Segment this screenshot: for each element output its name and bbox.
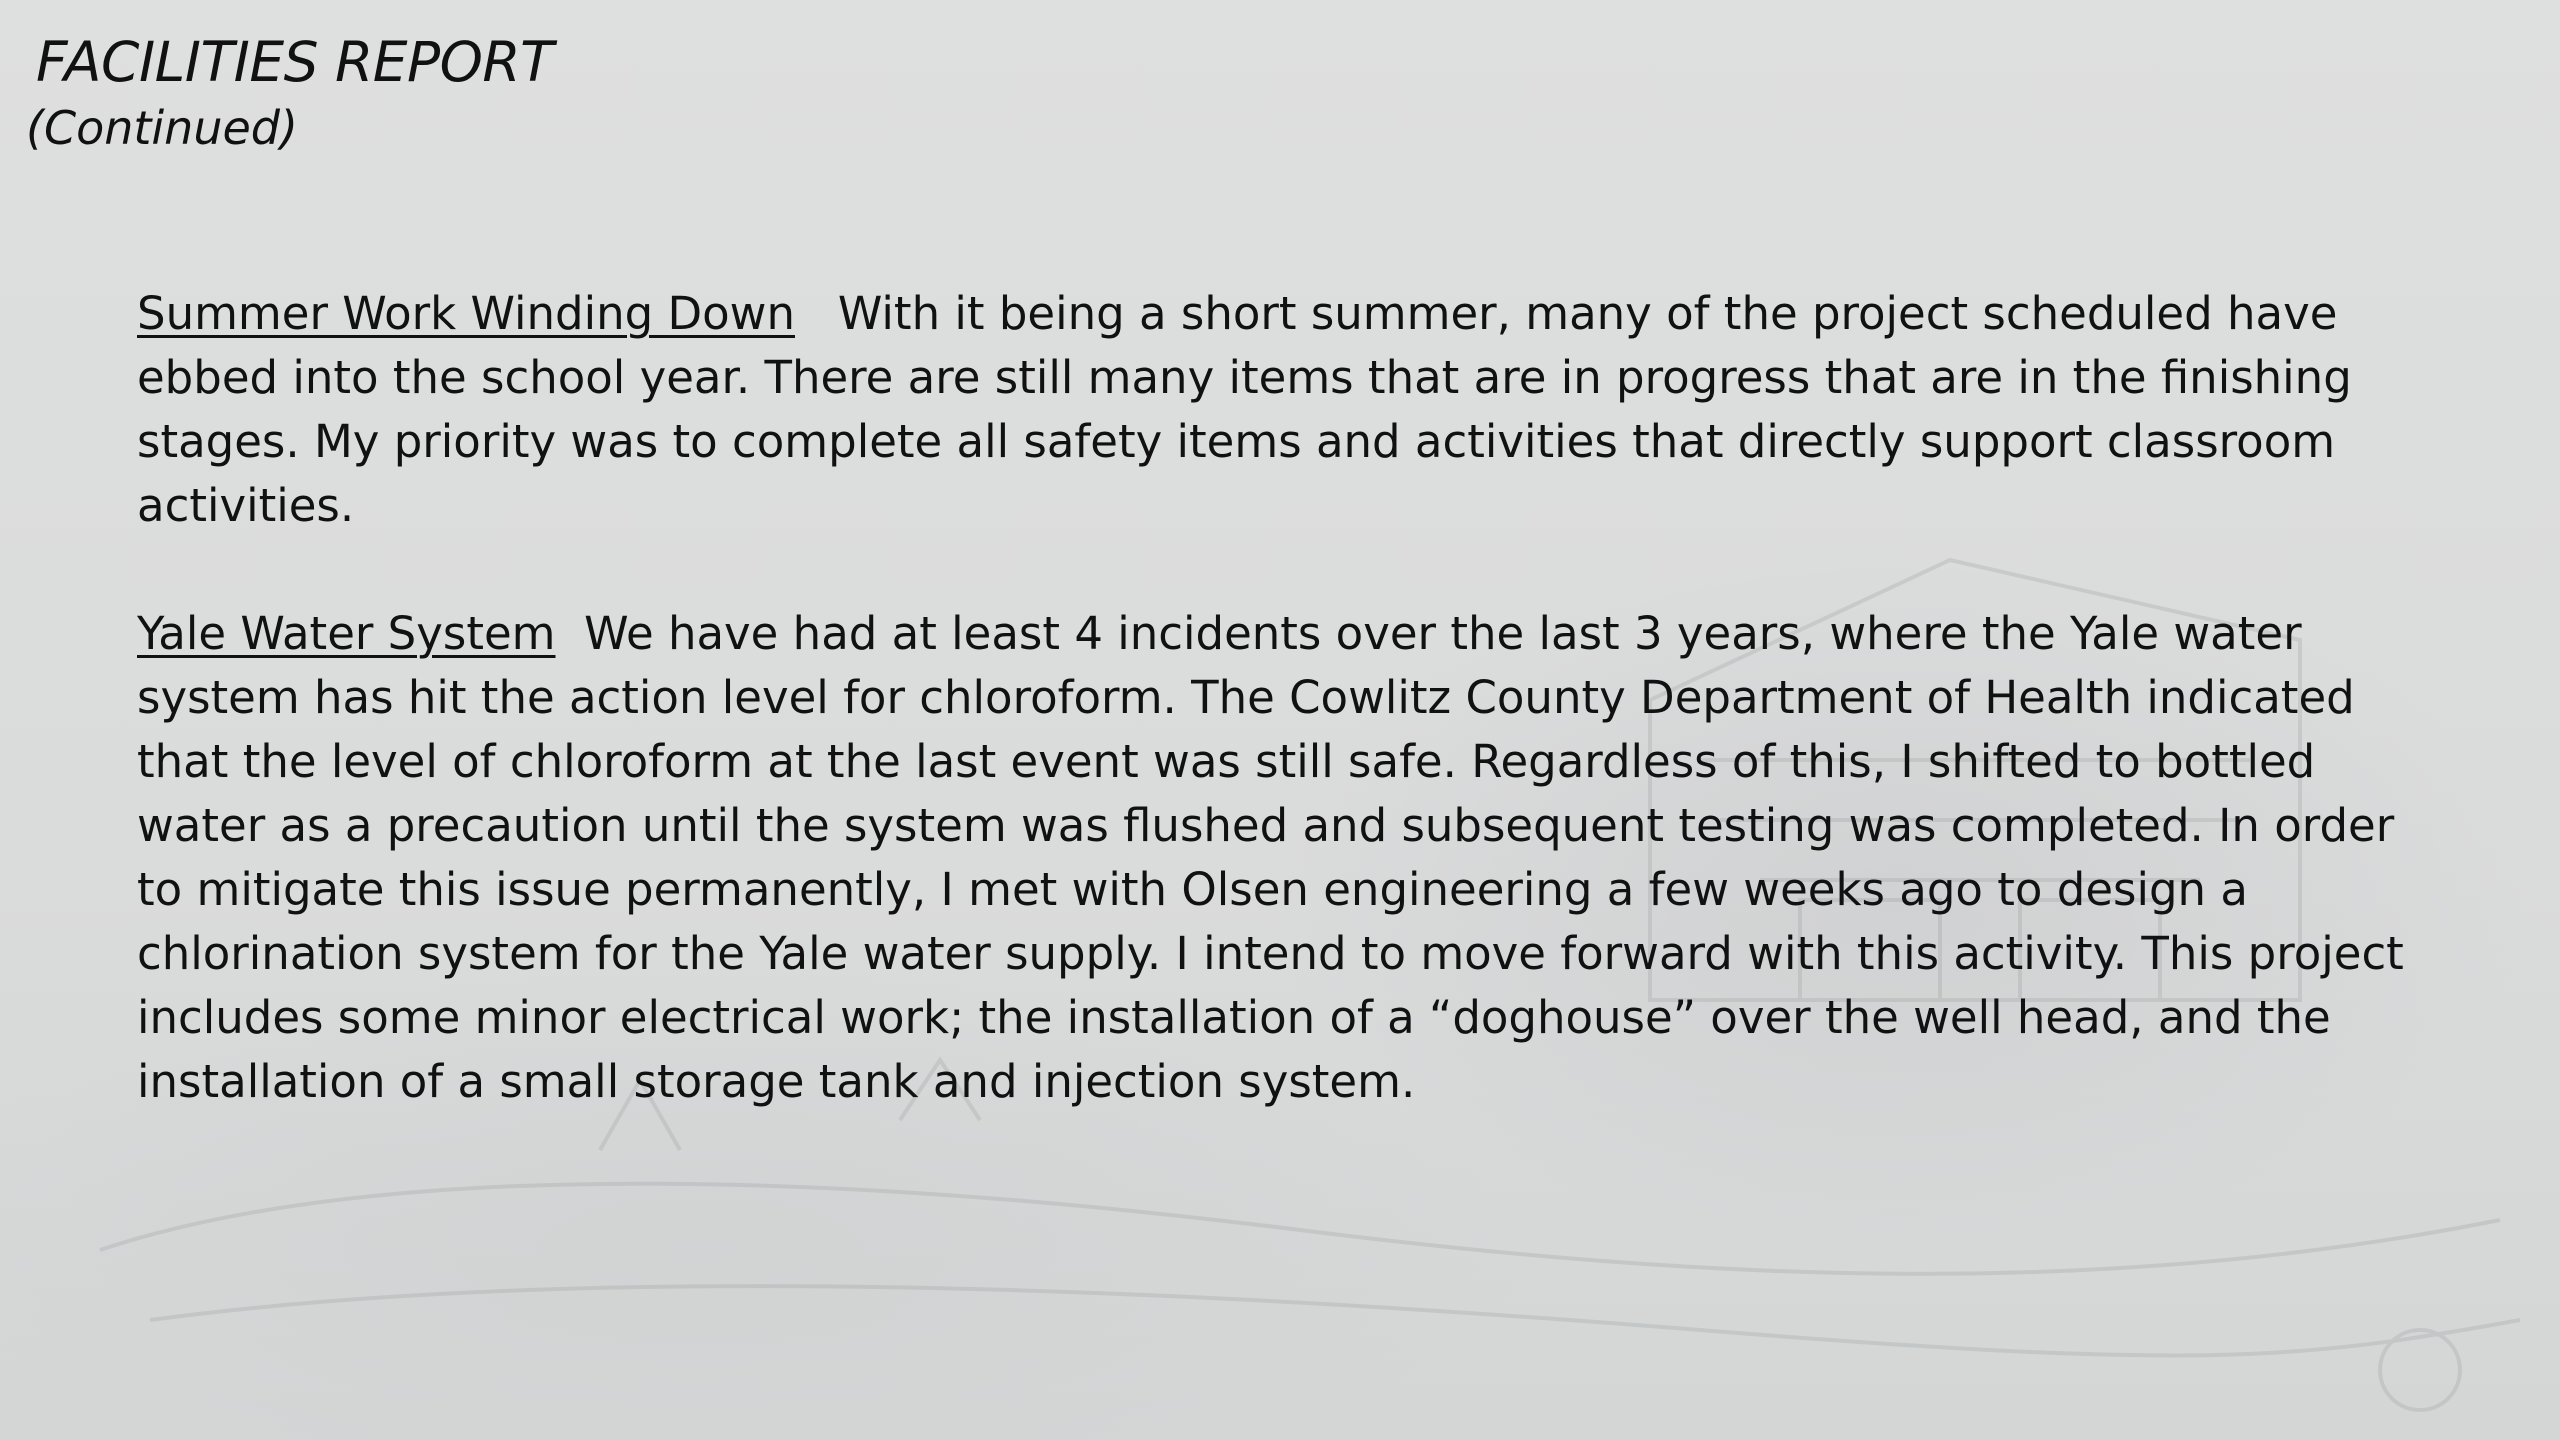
section-yale-water [137, 602, 2427, 1114]
report-content [137, 282, 2427, 1178]
section-heading: Yale Water System [137, 607, 556, 660]
report-subtitle: (Continued) [26, 101, 298, 155]
report-title: FACILITIES REPORT [36, 30, 554, 94]
section-summer-work [137, 282, 2427, 538]
section-body: We have had at least 4 incidents over the last 3 years, where the Yale water system has hit the action level for chloroform. The Cowlitz County Department of Health indicated that the level of chloroform at the last event was still safe. Regardless of this, I shifted to bottled water as a precaution until the system was flushed and subsequent testing was completed. In order to mitigate this issue permanently, I met with Olsen engineering a few weeks ago to design a chlorination system for the Yale water supply. I intend to move forward with this activity. This project includes some minor electrical work; the installation of a “doghouse” over the well head, and the installation of a small storage tank and injection system. [137, 607, 2404, 1108]
section-body: With it being a short summer, many of the project scheduled have ebbed into the school year. There are still many items that are in progress that are in the finishing stages. My priority was to complete all safety items and activities that directly support classroom activities. [137, 287, 2352, 532]
section-heading: Summer Work Winding Down [137, 287, 795, 340]
